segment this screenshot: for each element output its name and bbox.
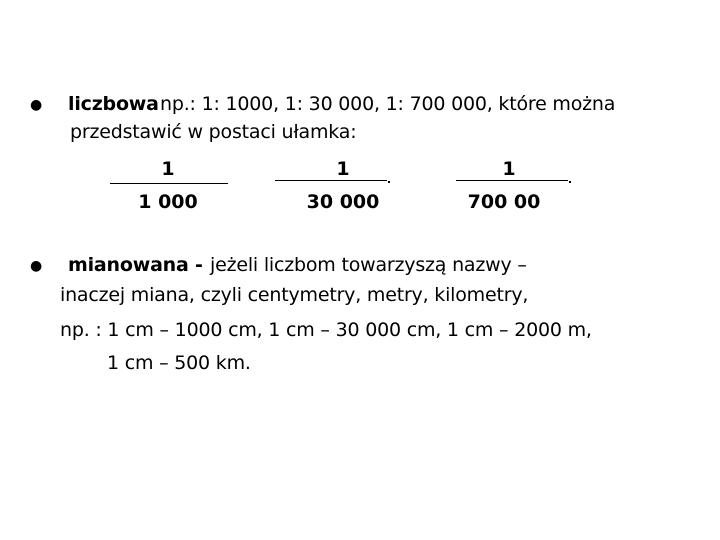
fraction-1-denominator: 1 000 [138, 191, 198, 213]
fraction-3-bar [456, 180, 568, 181]
fraction-3-tick [569, 181, 571, 183]
fraction-1-bar [110, 183, 228, 184]
item2-text-line4: 1 cm – 500 km. [107, 352, 251, 374]
fraction-2-tick [388, 181, 390, 183]
fraction-3-numerator: 1 [502, 158, 516, 180]
item2-term: mianowana - [68, 254, 203, 276]
item1-text-line1: np.: 1: 1000, 1: 30 000, 1: 700 000, które można [160, 93, 616, 115]
bullet-icon: ● [30, 258, 43, 274]
item2-text-line1: jeżeli liczbom towarzyszą nazwy – [210, 254, 527, 276]
fraction-2-numerator: 1 [336, 158, 350, 180]
fraction-2-denominator: 30 000 [306, 191, 380, 213]
bullet-icon: ● [30, 97, 43, 113]
item1-text-line2: przedstawić w postaci ułamka: [70, 121, 357, 143]
item2-text-line3: np. : 1 cm – 1000 cm, 1 cm – 30 000 cm, 1 cm – 2000 m, [60, 319, 592, 341]
fraction-2-bar [275, 180, 387, 181]
item2-text-line2: inaczej miana, czyli centymetry, metry, kilometry, [60, 284, 529, 306]
item1-term: liczbowa [68, 93, 159, 115]
fraction-1-numerator: 1 [161, 158, 175, 180]
fraction-3-denominator: 700 00 [467, 191, 541, 213]
